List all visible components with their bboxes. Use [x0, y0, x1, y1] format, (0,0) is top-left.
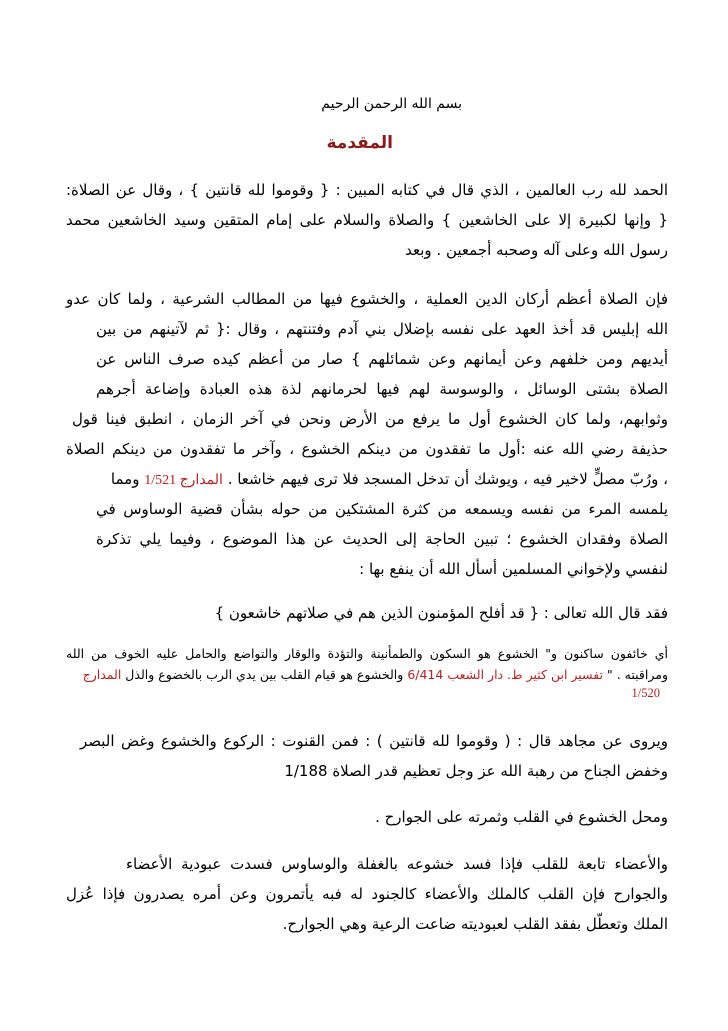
- p4-line-2: وخفض الجناح من رهبة الله عز وجل تعظيم قدر الصلاة 1/188: [284, 762, 668, 780]
- p1-line-3: رسول الله وعلى آله وصحبه أجمعين . وبعد: [405, 241, 668, 259]
- p2-line-7-end: ومما: [110, 470, 140, 488]
- note-line-2-start: ومراقبته . ": [607, 667, 668, 682]
- p6-line-2: والجوارح فإن القلب كالملك والأعضاء كالجنود له فبه يأتمرون وعن أمره يصدرون فإذا عُزل: [66, 885, 668, 903]
- note-line-3: 1/520: [631, 686, 660, 700]
- citation-ibn-kathir: تفسير ابن كثير ط. دار الشعب 6/414: [407, 667, 604, 682]
- p2-line-3: أيديهم ومن خلفهم وعن أيمانهم وعن شمائلهم } صار من أعظم كيده صرف الناس عن: [96, 350, 668, 368]
- p2-line-4: الصلاة بشتى الوسائل ، والوسوسة لهم فيها لحرمانهم لذة هذه العبادة وإضاعة أجرهم: [96, 380, 668, 398]
- note-line-1: أي خائفون ساكنون و" الخشوع هو السكون والطمأنينة والتؤدة والوقار والتواضع والحامل عليه الخوف من الله: [66, 646, 668, 661]
- p2-line-5: وثوابهم، ولما كان الخشوع أول ما يرفع من الأرض ونحن في آخر الزمان ، انطبق فينا قول: [72, 410, 668, 428]
- note-line-2: [83, 667, 668, 682]
- p1-line-1: الحمد لله رب العالمين ، الذي قال في كتابه المبين : { وقوموا لله قانتين } ، وقال عن الصلاة:: [66, 181, 668, 199]
- p2-line-10: لنفسي ولإخواني المسلمين أسأل الله أن ينفع بها :: [359, 560, 668, 578]
- verse-line: فقد قال الله تعالى : { قد أفلح المؤمنون الذين هم في صلاتهم خاشعون }: [214, 604, 668, 622]
- citation-madarij: المدارج 1/521: [144, 473, 223, 488]
- p2-line-1: فإن الصلاة أعظم أركان الدين العملية ، والخشوع فيها من المطالب الشرعية ، ولما كان عدو: [66, 290, 668, 308]
- p4-line-1: ويروى عن مجاهد قال : ( وقوموا لله قانتين ) : فمن القنوت : الركوع والخشوع وغض البصر: [80, 732, 668, 750]
- p2-line-6: حذيفة رضي الله عنه :أول ما تفقدون من دينكم الخشوع ، وآخر ما تفقدون من دينكم الصلاة: [66, 440, 668, 458]
- p2-line-9: الصلاة وفقدان الخشوع ؛ تبين الحاجة إلى الحديث عن هذا الموضوع ، وفيما يلي تذكرة: [96, 530, 668, 548]
- p2-line-7: [72, 470, 668, 489]
- p2-line-8: يلمسه المرء من نفسه ويسمعه من كثرة المشتكين من حوله بشأن قضية الوساوس في: [96, 500, 668, 518]
- p2-line-7-text: ، ورُبّ مصلٍّ لاخير فيه ، ويوشك أن تدخل المسجد فلا ترى فيهم خاشعا .: [227, 470, 668, 488]
- citation-madarij-2: المدارج: [82, 667, 122, 682]
- page-title: المقدمة: [326, 133, 393, 153]
- p2-line-2: الله إبليس قد أخذ العهد على نفسه بإضلال بني آدم وفتنتهم ، وقال :{ ثم لآتينهم من بين: [96, 320, 668, 338]
- p1-line-2: { وإنها لكبيرة إلا على الخاشعين } والصلاة والسلام على إمام المتقين وسيد الخاشعين محمد: [66, 211, 668, 229]
- p6-line-1: والأعضاء تابعة للقلب فإذا فسد خشوعه بالغفلة والوساوس فسدت عبودية الأعضاء: [126, 855, 668, 873]
- note-line-2-mid: والخشوع هو قيام القلب بين يدي الرب بالخضوع والذل: [125, 667, 404, 682]
- basmala: بسم الله الرحمن الرحيم: [321, 96, 462, 112]
- p5-line: ومحل الخشوع في القلب وثمرته على الجوارح .: [375, 808, 668, 826]
- p6-line-3: الملك وتعطّل بفقد القلب لعبوديته ضاعت الرعية وهي الجوارح.: [282, 915, 668, 933]
